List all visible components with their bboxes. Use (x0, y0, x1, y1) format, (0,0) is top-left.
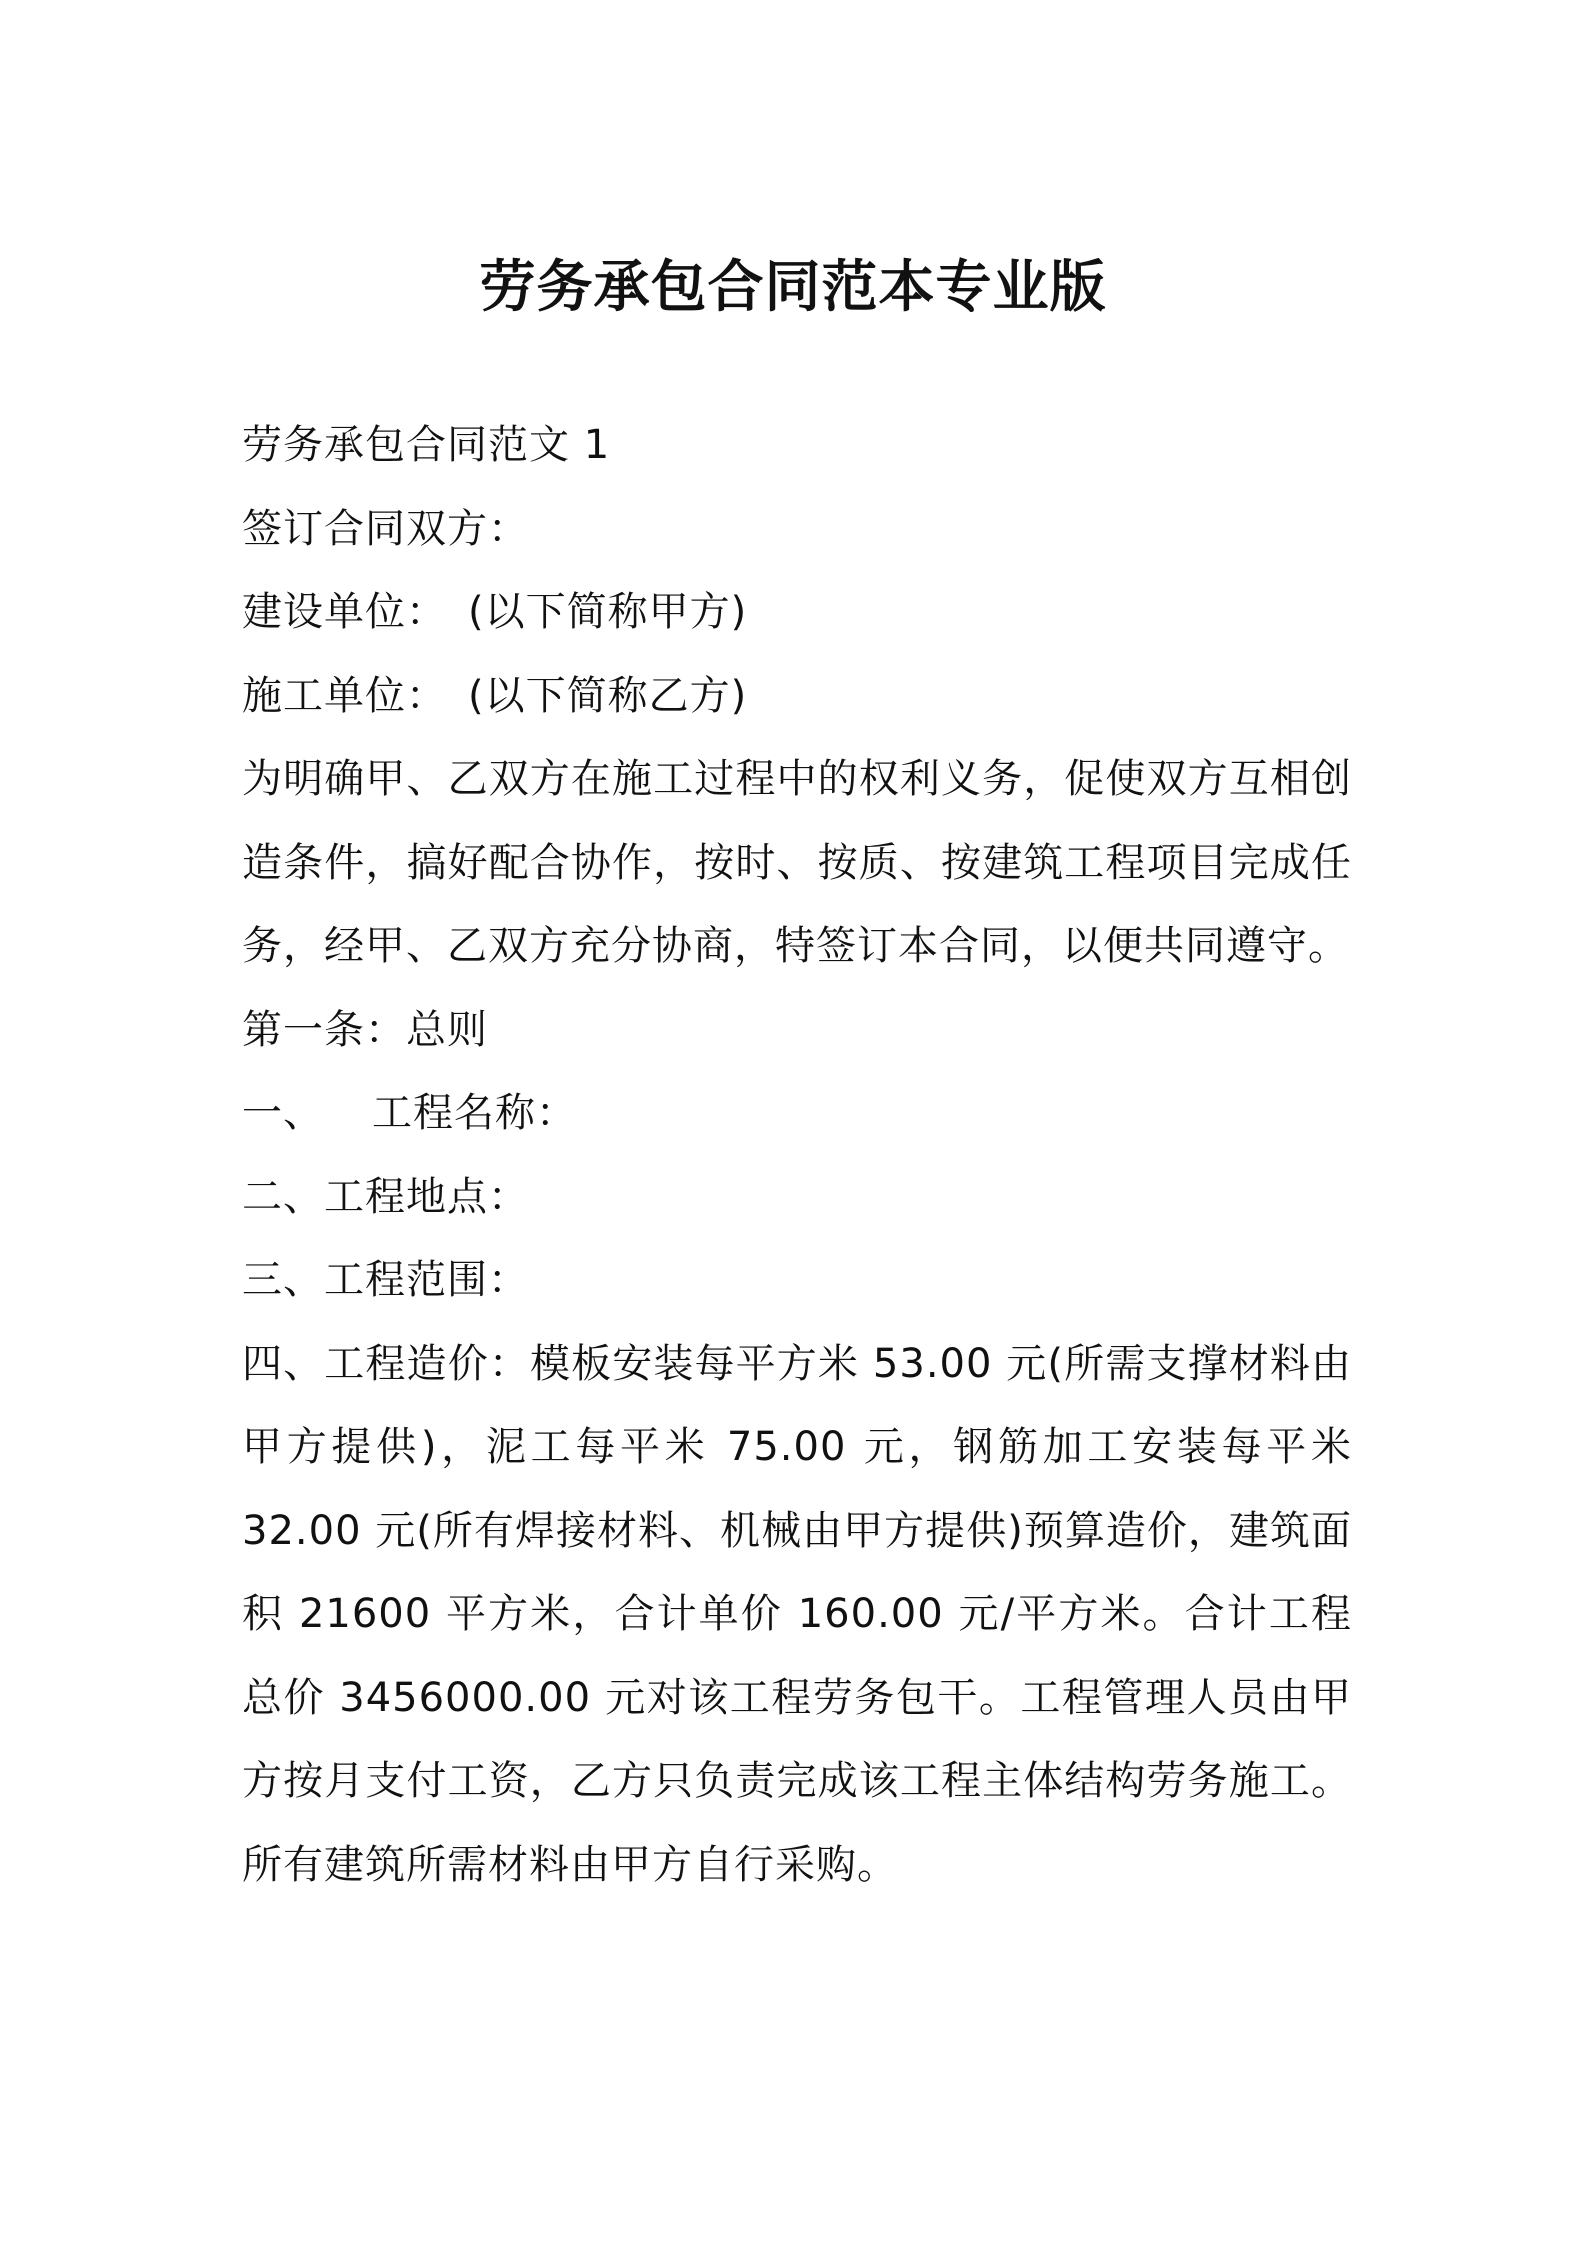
document-title: 劳务承包合同范本专业版 (479, 255, 1107, 320)
item-1-label: 一、 (242, 1090, 324, 1136)
contract-subtitle: 劳务承包合同范文 1 (242, 422, 611, 468)
parties-intro: 签订合同双方： (242, 505, 529, 552)
purpose-paragraph: 为明确甲、乙双方在施工过程中的权利义务，促使双方互相创造条件，搞好配合协作，按时、按质、按建筑工程项目完成任务，经甲、乙双方充分协商，特签订本合同，以便共同遵守。 (242, 756, 1352, 969)
item-1-text: 工程名称： (372, 1090, 577, 1136)
document-body (242, 404, 1352, 1907)
party-a-line: 建设单位： (以下简称甲方) (242, 589, 748, 635)
party-b-line: 施工单位： (以下简称乙方) (242, 672, 748, 719)
article-1-heading: 第一条：总则 (242, 1006, 488, 1053)
item-3-line: 三、工程范围： (242, 1257, 529, 1303)
item-1-line (242, 1072, 1352, 1156)
item-2-line: 二、工程地点： (242, 1173, 529, 1220)
item-4-paragraph: 四、工程造价：模板安装每平方米 53.00 元(所需支撑材料由甲方提供)，泥工每平米 75.00 元，钢筋加工安装每平米 32.00 元(所有焊接材料、机械由甲方提供)预算造价，建筑面积 21600 平方米，合计单价 160.00 元/平方米。合计工程总价 3456000.00 元对该工程劳务包干。工程管理人员由甲方按月支付工资，乙方只负责完成该工程主体结构劳务施工。所有建筑所需材料由甲方自行采购。 (242, 1340, 1352, 1888)
